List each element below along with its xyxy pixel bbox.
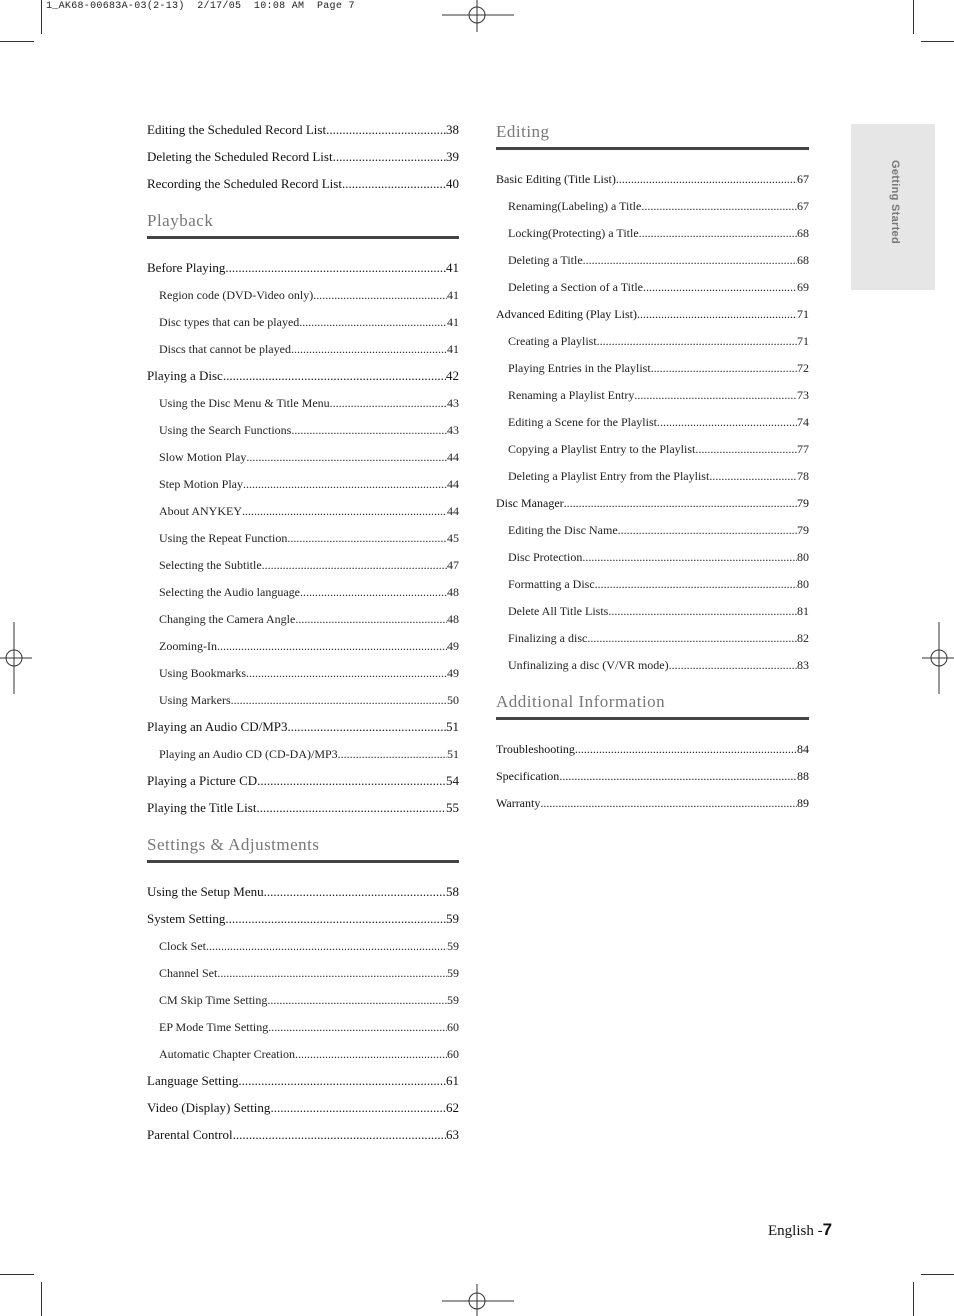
- toc-entry-page: 50: [447, 693, 459, 707]
- toc-entry-page: 38: [446, 122, 459, 137]
- registration-mark-icon: [442, 0, 514, 32]
- toc-entry-page: 54: [446, 773, 459, 788]
- toc-leader-dots: [246, 447, 447, 467]
- toc-entry-title: Copying a Playlist Entry to the Playlist: [508, 442, 696, 456]
- toc-leader-dots: [233, 1125, 446, 1145]
- toc-playback-entries: [147, 258, 459, 825]
- toc-entry: [147, 1017, 459, 1044]
- toc-entry-page: 61: [446, 1073, 459, 1088]
- toc-leader-dots: [669, 655, 797, 675]
- toc-entry-page: 48: [447, 585, 459, 599]
- toc-entry-page: 84: [797, 742, 809, 756]
- toc-entry-page: 44: [447, 477, 459, 491]
- toc-entry-page: 67: [797, 172, 809, 186]
- toc-entry-title: Using Bookmarks: [159, 666, 246, 680]
- toc-entry-page: 68: [797, 226, 809, 240]
- toc-entry-title: Troubleshooting: [496, 742, 575, 756]
- toc-entry: [147, 990, 459, 1017]
- toc-entry-title: Specification: [496, 769, 560, 783]
- toc-entry-page: 40: [446, 176, 459, 191]
- toc-entry-page: 67: [797, 199, 809, 213]
- toc-entry-page: 63: [446, 1127, 459, 1142]
- toc-leader-dots: [651, 358, 797, 378]
- toc-leader-dots: [246, 663, 447, 683]
- toc-entry: [496, 547, 809, 574]
- section-title-editing: Editing: [496, 122, 550, 141]
- toc-entry-title: Slow Motion Play: [159, 450, 247, 464]
- toc-entry-title: Selecting the Audio language: [159, 585, 300, 599]
- toc-entry: [147, 717, 459, 744]
- section-title-settings: Settings & Adjustments: [147, 835, 320, 854]
- toc-entry-title: Renaming a Playlist Entry: [508, 388, 635, 402]
- toc-leader-dots: [288, 717, 447, 737]
- side-tab-label: Getting Started: [889, 160, 901, 244]
- toc-entry-title: Zooming-In: [159, 639, 217, 653]
- toc-entry-title: Deleting a Playlist Entry from the Playlist: [508, 469, 710, 483]
- toc-top-entries: [147, 120, 459, 201]
- toc-entry-page: 47: [447, 558, 459, 572]
- toc-entry: [496, 574, 809, 601]
- toc-entry-page: 80: [797, 550, 809, 564]
- toc-leader-dots: [267, 990, 447, 1010]
- toc-entry: [496, 739, 809, 766]
- section-title-additional: Additional Information: [496, 692, 666, 711]
- toc-entry: [496, 520, 809, 547]
- toc-entry: [147, 744, 459, 771]
- toc-entry: [147, 636, 459, 663]
- toc-leader-dots: [587, 628, 797, 648]
- toc-entry-page: 48: [447, 612, 459, 626]
- page-footer: [768, 1220, 832, 1240]
- toc-leader-dots: [618, 520, 797, 540]
- toc-leader-dots: [330, 393, 447, 413]
- toc-entry-title: Deleting a Title: [508, 253, 583, 267]
- toc-entry-page: 44: [447, 504, 459, 518]
- toc-leader-dots: [268, 1017, 447, 1037]
- toc-entry: [147, 1044, 459, 1071]
- toc-entry-title: Playing an Audio CD (CD-DA)/MP3: [159, 747, 338, 761]
- toc-leader-dots: [595, 574, 797, 594]
- toc-entry-page: 42: [446, 368, 459, 383]
- toc-entry-page: 81: [797, 604, 809, 618]
- toc-entry: [496, 304, 809, 331]
- toc-entry-page: 79: [797, 496, 809, 510]
- toc-entry: [147, 147, 459, 174]
- toc-entry: [147, 582, 459, 609]
- section-title-playback: Playback: [147, 211, 214, 230]
- footer-language: English -: [768, 1223, 823, 1239]
- toc-entry: [147, 936, 459, 963]
- toc-leader-dots: [709, 466, 797, 486]
- toc-entry: [496, 250, 809, 277]
- toc-leader-dots: [225, 909, 446, 929]
- toc-entry-title: Using the Search Functions: [159, 423, 292, 437]
- toc-leader-dots: [641, 196, 797, 216]
- toc-entry: [496, 223, 809, 250]
- toc-entry-title: Language Setting: [147, 1073, 239, 1088]
- toc-entry-title: Playing an Audio CD/MP3: [147, 719, 288, 734]
- print-header: 1_AK68-00683A-03(2-13) 2/17/05 10:08 AM Page 7: [46, 1, 355, 12]
- toc-leader-dots: [657, 412, 797, 432]
- toc-entry-title: Formatting a Disc: [508, 577, 595, 591]
- toc-left-column: [147, 120, 459, 1152]
- toc-entry-page: 82: [797, 631, 809, 645]
- toc-leader-dots: [223, 366, 446, 386]
- toc-entry: [496, 358, 809, 385]
- toc-entry: [147, 798, 459, 825]
- toc-entry-title: Playing a Disc: [147, 368, 223, 383]
- toc-leader-dots: [582, 547, 797, 567]
- toc-leader-dots: [295, 609, 447, 629]
- toc-entry-page: 77: [797, 442, 809, 456]
- toc-entry: [496, 493, 809, 520]
- toc-entry-page: 45: [447, 531, 459, 545]
- toc-entry-title: Advanced Editing (Play List): [496, 307, 637, 321]
- toc-entry-title: Using the Setup Menu: [147, 884, 264, 899]
- toc-leader-dots: [342, 174, 446, 194]
- toc-right-column: [496, 120, 809, 820]
- toc-entry-page: 51: [447, 747, 459, 761]
- toc-entry-page: 69: [797, 280, 809, 294]
- toc-settings-entries: [147, 882, 459, 1152]
- toc-entry: [496, 412, 809, 439]
- toc-entry: [147, 339, 459, 366]
- toc-leader-dots: [313, 285, 447, 305]
- toc-entry-title: Using the Disc Menu & Title Menu: [159, 396, 330, 410]
- toc-entry-title: Using the Repeat Function: [159, 531, 288, 545]
- toc-entry: [496, 793, 809, 820]
- toc-entry-page: 49: [447, 666, 459, 680]
- toc-entry: [147, 882, 459, 909]
- toc-leader-dots: [634, 385, 797, 405]
- toc-leader-dots: [564, 493, 797, 513]
- toc-entry: [147, 447, 459, 474]
- toc-entry-page: 80: [797, 577, 809, 591]
- crop-mark: [41, 1282, 42, 1316]
- toc-entry-title: Recording the Scheduled Record List: [147, 176, 342, 191]
- toc-entry: [147, 174, 459, 201]
- toc-entry: [496, 277, 809, 304]
- toc-entry-page: 74: [797, 415, 809, 429]
- toc-entry: [147, 1071, 459, 1098]
- toc-leader-dots: [299, 312, 447, 332]
- toc-entry-page: 60: [447, 1047, 459, 1061]
- toc-leader-dots: [238, 1071, 446, 1091]
- toc-entry-page: 88: [797, 769, 809, 783]
- toc-entry-title: Unfinalizing a disc (V/VR mode): [508, 658, 669, 672]
- toc-leader-dots: [338, 744, 447, 764]
- toc-entry-title: Disc Protection: [508, 550, 583, 564]
- toc-entry-page: 51: [446, 719, 459, 734]
- crop-mark: [0, 1274, 34, 1275]
- toc-entry-title: Step Motion Play: [159, 477, 244, 491]
- crop-mark: [921, 41, 954, 42]
- toc-entry: [496, 601, 809, 628]
- toc-entry-title: Discs that cannot be played: [159, 342, 291, 356]
- toc-entry: [496, 655, 809, 682]
- toc-leader-dots: [217, 636, 447, 656]
- toc-entry: [147, 393, 459, 420]
- toc-entry-page: 41: [447, 315, 459, 329]
- toc-entry-page: 72: [797, 361, 809, 375]
- toc-entry-page: 43: [447, 423, 459, 437]
- toc-entry: [147, 1125, 459, 1152]
- toc-entry-title: Deleting the Scheduled Record List: [147, 149, 333, 164]
- toc-entry: [147, 312, 459, 339]
- toc-entry-title: Renaming(Labeling) a Title: [508, 199, 642, 213]
- toc-entry-page: 58: [446, 884, 459, 899]
- toc-leader-dots: [540, 793, 797, 813]
- toc-entry: [496, 766, 809, 793]
- toc-entry-title: EP Mode Time Setting: [159, 1020, 269, 1034]
- toc-entry: [147, 420, 459, 447]
- toc-entry-title: Warranty: [496, 796, 541, 810]
- toc-entry-page: 43: [447, 396, 459, 410]
- toc-entry: [147, 366, 459, 393]
- toc-leader-dots: [270, 1098, 446, 1118]
- toc-entry-title: Before Playing: [147, 260, 226, 275]
- toc-entry: [496, 628, 809, 655]
- toc-entry-title: Region code (DVD-Video only): [159, 288, 314, 302]
- toc-leader-dots: [262, 555, 447, 575]
- toc-entry-page: 39: [446, 149, 459, 164]
- toc-entry-title: Locking(Protecting) a Title: [508, 226, 639, 240]
- toc-entry-title: Editing the Scheduled Record List: [147, 122, 327, 137]
- toc-entry-page: 59: [447, 966, 459, 980]
- registration-mark-icon: [922, 622, 954, 694]
- toc-entry: [147, 555, 459, 582]
- toc-entry-page: 41: [446, 260, 459, 275]
- section-rule: [147, 236, 459, 239]
- toc-leader-dots: [287, 528, 447, 548]
- toc-entry-page: 44: [447, 450, 459, 464]
- toc-entry-title: System Setting: [147, 911, 226, 926]
- toc-entry: [147, 120, 459, 147]
- toc-entry-page: 71: [797, 334, 809, 348]
- toc-entry: [147, 690, 459, 717]
- toc-additional-entries: [496, 739, 809, 820]
- crop-mark: [921, 1274, 954, 1275]
- toc-entry-title: Playing a Picture CD: [147, 773, 258, 788]
- toc-entry-title: Video (Display) Setting: [147, 1100, 271, 1115]
- toc-leader-dots: [231, 690, 447, 710]
- toc-entry: [147, 528, 459, 555]
- toc-leader-dots: [300, 582, 447, 602]
- toc-entry-page: 89: [797, 796, 809, 810]
- toc-entry-page: 79: [797, 523, 809, 537]
- toc-leader-dots: [608, 601, 797, 621]
- toc-entry-page: 41: [447, 342, 459, 356]
- toc-entry: [147, 909, 459, 936]
- toc-leader-dots: [256, 798, 446, 818]
- crop-mark: [0, 41, 34, 42]
- toc-leader-dots: [217, 963, 447, 983]
- toc-entry-page: 59: [446, 911, 459, 926]
- toc-entry: [496, 439, 809, 466]
- registration-mark-icon: [442, 1284, 514, 1316]
- toc-leader-dots: [639, 223, 797, 243]
- page-number: 7: [822, 1220, 833, 1239]
- toc-entry-title: Disc types that can be played: [159, 315, 300, 329]
- toc-entry: [147, 609, 459, 636]
- toc-entry-title: Delete All Title Lists: [508, 604, 609, 618]
- crop-mark: [41, 0, 42, 34]
- toc-leader-dots: [242, 501, 447, 521]
- toc-entry: [496, 169, 809, 196]
- toc-leader-dots: [326, 120, 446, 140]
- toc-entry-page: 68: [797, 253, 809, 267]
- toc-editing-entries: [496, 169, 809, 682]
- toc-entry-title: Creating a Playlist: [508, 334, 597, 348]
- toc-entry-title: About ANYKEY: [159, 504, 242, 518]
- toc-entry-title: Editing the Disc Name: [508, 523, 618, 537]
- toc-entry-page: 59: [447, 939, 459, 953]
- toc-entry: [147, 1098, 459, 1125]
- toc-entry-title: Parental Control: [147, 1127, 233, 1142]
- section-rule: [496, 147, 809, 150]
- toc-entry: [147, 258, 459, 285]
- toc-entry-page: 78: [797, 469, 809, 483]
- toc-entry-page: 55: [446, 800, 459, 815]
- toc-entry-title: Channel Set: [159, 966, 218, 980]
- toc-entry-title: Automatic Chapter Creation: [159, 1047, 295, 1061]
- toc-leader-dots: [643, 277, 797, 297]
- toc-leader-dots: [559, 766, 797, 786]
- toc-entry-title: Editing a Scene for the Playlist: [508, 415, 657, 429]
- crop-mark: [913, 0, 914, 34]
- toc-leader-dots: [616, 169, 797, 189]
- toc-entry-page: 59: [447, 993, 459, 1007]
- toc-entry-title: Deleting a Section of a Title: [508, 280, 643, 294]
- toc-leader-dots: [225, 258, 446, 278]
- toc-entry-page: 41: [447, 288, 459, 302]
- toc-entry-title: CM Skip Time Setting: [159, 993, 268, 1007]
- toc-entry: [147, 474, 459, 501]
- toc-leader-dots: [264, 882, 446, 902]
- toc-entry: [496, 385, 809, 412]
- toc-entry-title: Changing the Camera Angle: [159, 612, 296, 626]
- toc-leader-dots: [257, 771, 446, 791]
- toc-entry-title: Playing Entries in the Playlist: [508, 361, 651, 375]
- registration-mark-icon: [0, 622, 32, 694]
- toc-entry-page: 71: [797, 307, 809, 321]
- toc-entry-page: 62: [446, 1100, 459, 1115]
- toc-entry-page: 60: [447, 1020, 459, 1034]
- toc-entry: [496, 331, 809, 358]
- toc-leader-dots: [583, 250, 797, 270]
- toc-entry-title: Disc Manager: [496, 496, 564, 510]
- toc-entry: [147, 963, 459, 990]
- toc-entry-page: 73: [797, 388, 809, 402]
- toc-leader-dots: [206, 936, 447, 956]
- toc-entry-title: Selecting the Subtitle: [159, 558, 262, 572]
- toc-leader-dots: [333, 147, 446, 167]
- toc-entry-title: Clock Set: [159, 939, 206, 953]
- section-rule: [496, 717, 809, 720]
- toc-entry-title: Playing the Title List: [147, 800, 257, 815]
- toc-entry-title: Finalizing a disc: [508, 631, 588, 645]
- toc-leader-dots: [243, 474, 447, 494]
- toc-entry-title: Using Markers: [159, 693, 231, 707]
- toc-leader-dots: [597, 331, 797, 351]
- toc-leader-dots: [291, 420, 447, 440]
- toc-entry-title: Basic Editing (Title List): [496, 172, 616, 186]
- crop-mark: [913, 1282, 914, 1316]
- toc-entry: [147, 501, 459, 528]
- toc-leader-dots: [695, 439, 797, 459]
- section-rule: [147, 860, 459, 863]
- toc-leader-dots: [291, 339, 447, 359]
- toc-entry-page: 83: [797, 658, 809, 672]
- toc-entry-page: 49: [447, 639, 459, 653]
- toc-entry: [147, 771, 459, 798]
- toc-entry: [147, 285, 459, 312]
- toc-entry: [147, 663, 459, 690]
- toc-entry: [496, 466, 809, 493]
- toc-leader-dots: [575, 739, 797, 759]
- toc-entry: [496, 196, 809, 223]
- toc-leader-dots: [637, 304, 797, 324]
- toc-leader-dots: [295, 1044, 447, 1064]
